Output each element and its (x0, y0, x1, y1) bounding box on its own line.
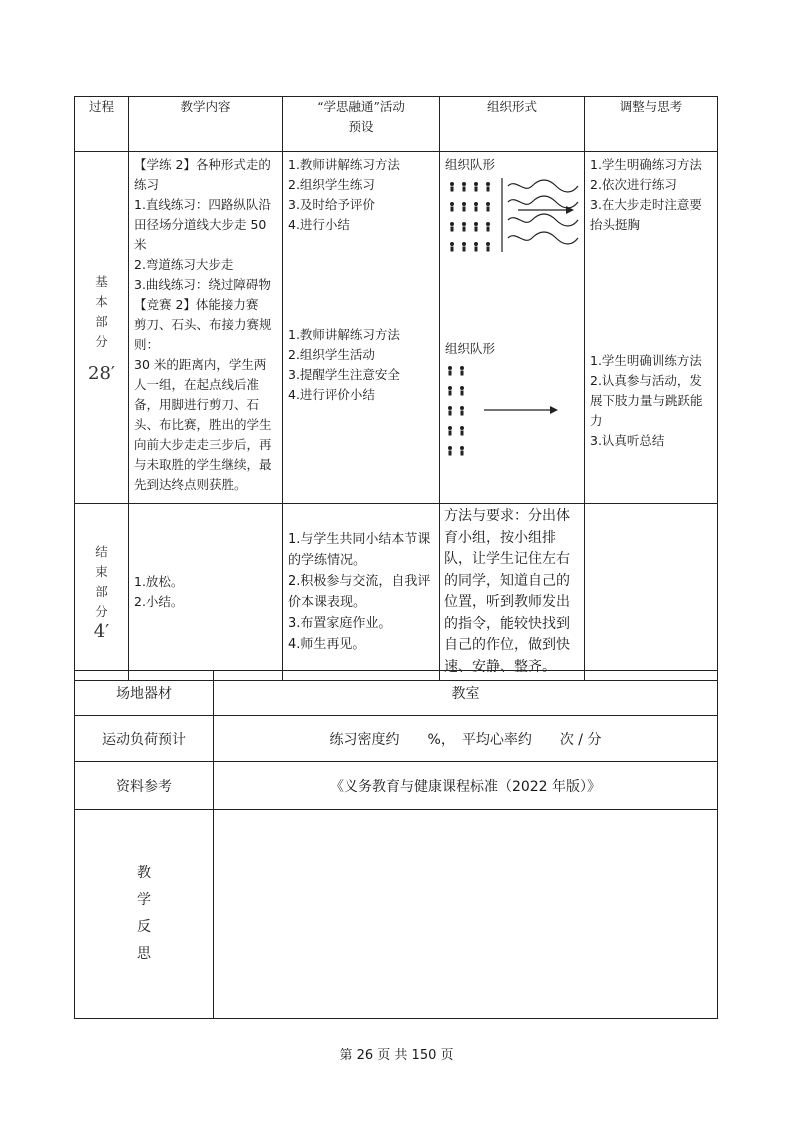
basic-activity-1: 1.教师讲解练习方法 2.组织学生练习 3.及时给予评价 4.进行小结 (288, 157, 400, 232)
header-organization: 组织形式 (440, 97, 585, 152)
ending-organization-cell (440, 504, 585, 681)
reference-value: 《义务教育与健康课程标准（2022 年版）》 (214, 762, 718, 810)
formation-relay-diagram (440, 362, 583, 462)
teaching-reflection-label: 教 学 反 思 (137, 865, 151, 962)
ending-stage-label: 结 束 部 分 (95, 544, 108, 619)
relay-students (448, 366, 464, 456)
header-content: 教学内容 (129, 97, 283, 152)
header-activity (283, 97, 440, 152)
venue-label: 场地器材 (75, 671, 214, 716)
ending-reflection-cell (585, 504, 718, 681)
reference-label: 资料参考 (75, 762, 214, 810)
ending-duration: 4′ (93, 621, 110, 642)
ending-activity-text: 1.与学生共同小结本节课的学练情况。 2.积极参与交流，自我评价本课表现。 3.布置家庭作业。 4.师生再见。 (288, 532, 431, 652)
formation-wave-diagram (440, 178, 583, 258)
basic-stage-label: 基 本 部 分 (95, 273, 108, 349)
basic-section-row (75, 152, 718, 504)
basic-stage-cell (75, 152, 129, 504)
lesson-plan-table (74, 96, 718, 681)
basic-activity-cell (283, 152, 440, 504)
student-figures (450, 182, 490, 252)
basic-activity-2: 1.教师讲解练习方法 2.组织学生活动 3.提醒学生注意安全 4.进行评价小结 (288, 327, 400, 402)
basic-reflection-cell (585, 152, 718, 504)
basic-duration: 28′ (88, 362, 115, 384)
load-label: 运动负荷预计 (75, 716, 214, 762)
teaching-reflection-label-cell (75, 810, 214, 1019)
ending-activity-cell (283, 504, 440, 681)
header-activity-line1: “学思融通”活动 (317, 99, 405, 114)
basic-content-cell (129, 152, 283, 504)
header-row (75, 97, 718, 152)
basic-reflection-2: 1.学生明确训练方法 2.认真参与活动，发展下肢力量与跳跃能力 3.认真听总结 (590, 353, 703, 448)
load-value: 练习密度约 %， 平均心率约 次 / 分 (214, 716, 718, 762)
basic-content-text: 【学练 2】各种形式走的练习 1.直线练习：四路纵队沿田径场分道线大步走 50 米 2.弯道练习大步走 3.曲线练习：绕过障碍物 【竞赛 2】体能接力赛 剪刀、石头、布接力赛规则： 30 米的距离内，学生两人一组，在起点线后准备，用脚进行剪刀、石头、布比赛，胜出的学生向前大步走走三步后，再与未取胜的学生继续，最先到达终点则获胜。 (134, 157, 272, 492)
page-number: 第 26 页 共 150 页 (339, 1048, 454, 1063)
ending-section-row (75, 504, 718, 681)
ending-content-text: 1.放松。 2.小结。 (134, 574, 184, 609)
basic-organization-cell (440, 152, 585, 504)
org-label-2: 组织队形 (445, 341, 496, 356)
header-activity-line2: 预设 (348, 119, 374, 134)
ending-stage-cell (75, 504, 129, 681)
venue-value: 教室 (214, 671, 718, 716)
lesson-footer-table (74, 670, 718, 1019)
relay-arrow (484, 406, 558, 414)
org-label-1: 组织队形 (445, 157, 496, 172)
ending-organization-text: 方法与要求：分出体育小组，按小组排队，让学生记住左右的同学，知道自己的位置，听到教师发出的指令，能较快找到自己的作位，做到快速、安静、整齐。 (444, 508, 570, 675)
basic-reflection-1: 1.学生明确练习方法 2.依次进行练习 3.在大步走时注意要抬头挺胸 (590, 157, 702, 232)
header-process: 过程 (75, 97, 129, 152)
ending-content-cell (129, 504, 283, 681)
header-reflection: 调整与思考 (585, 97, 718, 152)
teaching-reflection-value (214, 810, 718, 1019)
